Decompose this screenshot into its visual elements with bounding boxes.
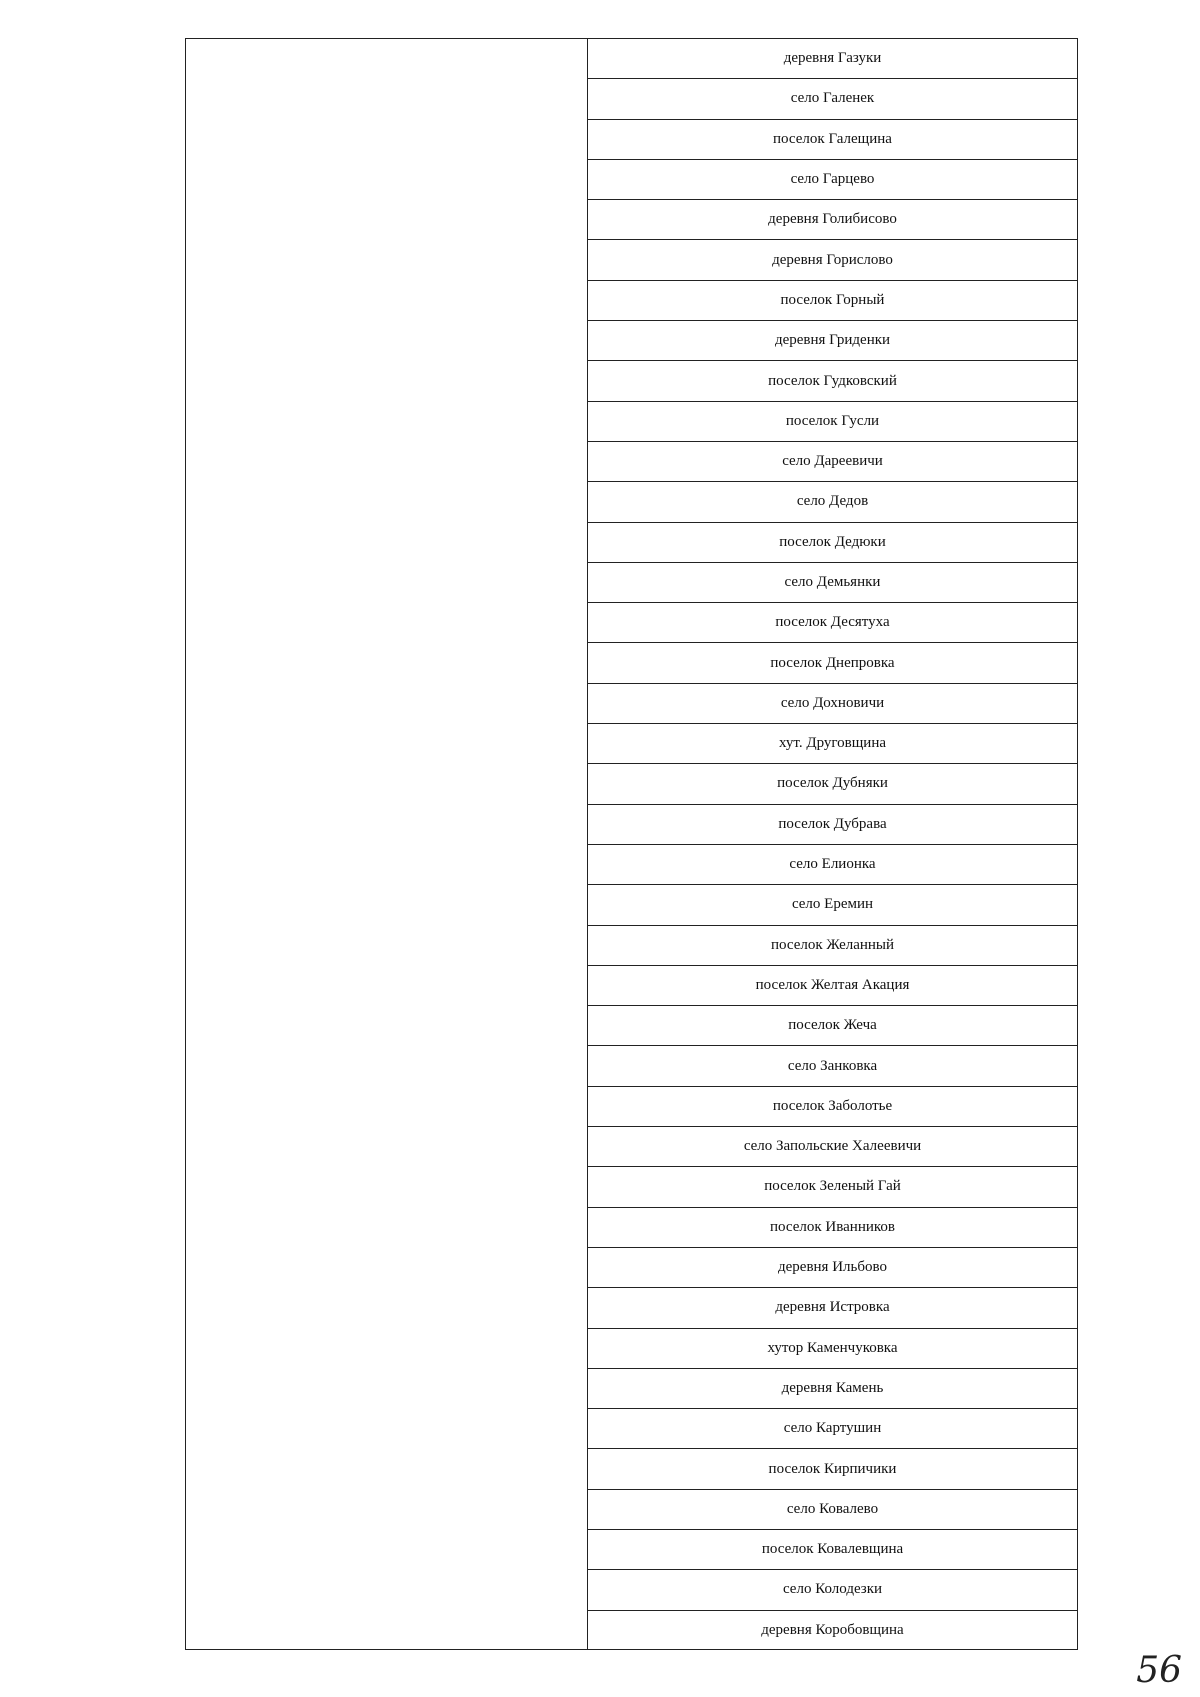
settlements-column [588,39,1077,1649]
table-row [588,1329,1077,1369]
table-row [588,1369,1077,1409]
settlement-name: село Занковка [787,1057,878,1074]
settlement-name: село Запольские Халеевичи [743,1138,922,1155]
settlement-name: деревня Истровка [775,1299,890,1316]
settlement-name: поселок Иванников [770,1218,895,1235]
table-row [588,39,1077,79]
table-row [588,1611,1077,1651]
page-number: 56 [1136,1650,1182,1691]
table-row [588,643,1077,683]
settlement-name: поселок Кирпичики [768,1460,897,1477]
settlement-name: деревня Коробовщина [761,1622,904,1639]
table-row [588,79,1077,119]
table-row [588,402,1077,442]
table-row [588,1248,1077,1288]
table-row [588,1288,1077,1328]
table-row [588,200,1077,240]
settlement-name: хут. Друговщина [778,735,886,752]
table-row [588,684,1077,724]
table-row [588,1167,1077,1207]
settlement-name: поселок Желтая Акация [755,976,910,993]
settlement-name: село Колодезки [782,1581,883,1598]
settlement-name: поселок Галещина [773,130,892,147]
settlement-name: поселок Гусли [785,412,880,429]
table-row [588,1490,1077,1530]
table-row [588,240,1077,280]
settlement-name: село Демьянки [784,574,881,590]
settlement-name: поселок Горный [780,291,885,308]
settlement-name: поселок Желанный [770,936,895,953]
settlement-name: село Дареевичи [782,453,883,470]
settlement-name: деревня Голибисово [768,211,897,228]
table-row [588,281,1077,321]
settlement-name: поселок Зеленый Гай [764,1178,901,1195]
settlement-name: село Ковалево [786,1500,879,1517]
settlement-name: поселок Десятуха [775,614,890,631]
table-row [588,1087,1077,1127]
table-row [588,442,1077,482]
settlement-name: село Картушин [783,1420,882,1437]
table-row [588,1449,1077,1489]
table-row [588,1208,1077,1248]
table-row [588,603,1077,643]
settlement-name: поселок Дубрава [778,815,887,832]
settlement-name: поселок Дубняки [777,775,888,792]
table-row [588,885,1077,925]
merged-left-cell [186,39,588,1649]
table-row [588,1127,1077,1167]
settlement-name: село Гарцево [790,171,875,188]
settlement-name: деревня Гриденки [774,332,891,349]
table-row [588,966,1077,1006]
settlement-name: поселок Гудковский [768,372,897,389]
table-row [588,1530,1077,1570]
table-row [588,764,1077,804]
settlement-name: деревня Горислово [772,251,893,268]
table-row [588,805,1077,845]
settlement-name: деревня Газуки [783,50,882,67]
settlement-name: деревня Ильбово [778,1259,887,1276]
settlement-name: село Дедов [796,493,869,510]
table-row [588,1570,1077,1610]
table-row [588,1006,1077,1046]
table-row [588,724,1077,764]
table-row [588,321,1077,361]
table-row [588,926,1077,966]
table-row [588,1046,1077,1086]
table-row [588,563,1077,603]
settlement-name: поселок Дедюки [779,533,886,550]
settlement-name: село Галенек [790,90,875,107]
table-row [588,482,1077,522]
settlements-table [185,38,1078,1650]
table-row [588,845,1077,885]
settlement-name: поселок Жеча [788,1017,877,1034]
table-row [588,523,1077,563]
settlement-name: деревня Камень [781,1379,884,1396]
table-row [588,361,1077,401]
settlement-name: село Еремин [791,896,874,913]
settlement-name: поселок Ковалевщина [761,1541,904,1558]
settlement-name: село Дохновичи [780,694,885,711]
settlement-name: хутор Каменчуковка [767,1339,898,1356]
table-row [588,120,1077,160]
table-row [588,160,1077,200]
settlement-name: поселок Заболотье [772,1097,893,1114]
settlement-name: поселок Днепровка [770,654,895,671]
settlement-name: село Елионка [789,856,876,873]
table-row [588,1409,1077,1449]
